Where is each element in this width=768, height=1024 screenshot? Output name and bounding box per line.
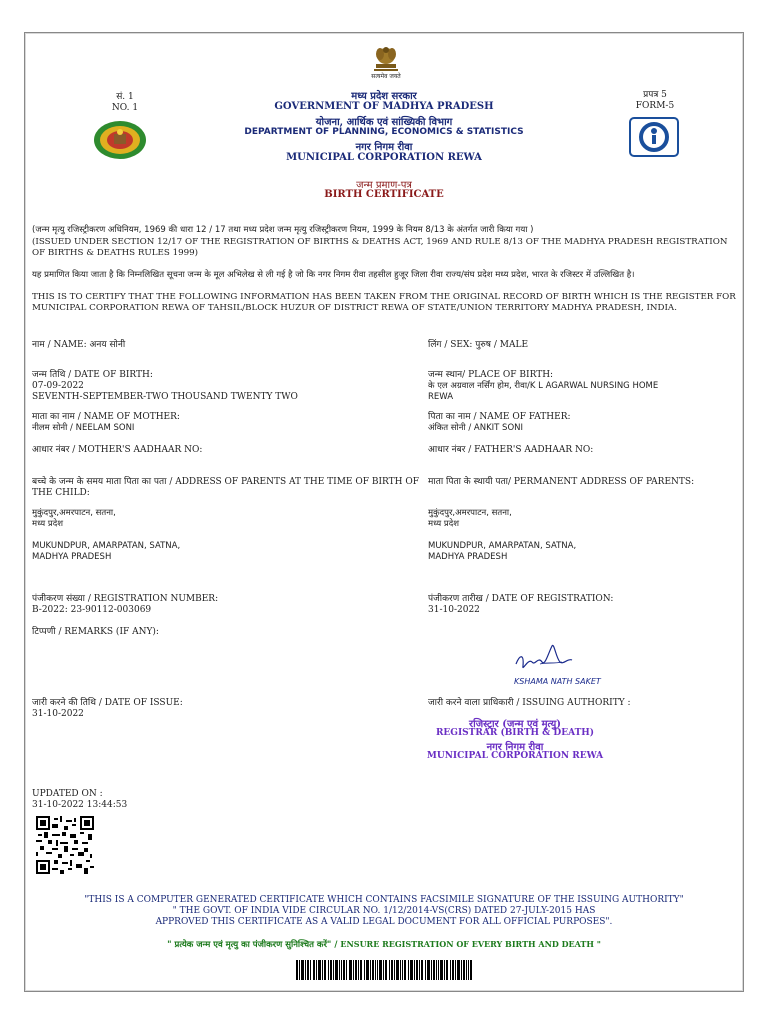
qr-code-icon	[36, 816, 94, 874]
corp-title-hi: नगर निगम रीवा	[355, 142, 413, 153]
crs-logo-icon	[629, 117, 679, 157]
form-number-hi: प्रपत्र 5	[643, 90, 667, 100]
updated-on-label: UPDATED ON :	[32, 789, 103, 799]
father-aadhaar-label: आधार नंबर / FATHER'S AADHAAR NO:	[428, 445, 594, 455]
address-at-birth-label: बच्चे के जन्म के समय माता पिता का पता / ADDRESS OF PARENTS AT THE TIME OF BIRTH OF THE CHILD:	[32, 477, 419, 498]
mp-govt-logo-icon	[93, 120, 147, 160]
pob-value-2: REWA	[428, 392, 454, 402]
dept-title-en: DEPARTMENT OF PLANNING, ECONOMICS & STATISTICS	[244, 127, 524, 137]
certificate-title-en: BIRTH CERTIFICATE	[324, 189, 444, 200]
updated-on-value: 31-10-2022 13:44:53	[32, 800, 128, 810]
registration-number-label: पंजीकरण संख्या / REGISTRATION NUMBER:	[32, 594, 219, 604]
permanent-address-hi-1: मुकुंदपुर,अमरपाटन, सतना,	[428, 508, 512, 518]
permanent-address-en-2: MADHYA PRADESH	[428, 552, 508, 562]
govt-title-hi: मध्य प्रदेश सरकार	[351, 91, 417, 102]
footer-line-3: APPROVED THIS CERTIFICATE AS A VALID LEGAL DOCUMENT FOR ALL OFFICIAL PURPOSES".	[155, 917, 613, 927]
registrar-title-en: REGISTRAR (BIRTH & DEATH)	[435, 728, 595, 738]
barcode-icon	[296, 960, 472, 980]
footer-line-2: " THE GOVT. OF INDIA VIDE CIRCULAR NO. 1/12/2014-VS(CRS) DATED 27-JULY-2015 HAS	[172, 906, 596, 916]
dob-label: जन्म तिथि / DATE OF BIRTH:	[32, 370, 153, 380]
preamble-certify-hi: यह प्रमाणित किया जाता है कि निम्नलिखित सूचना जन्म के मूल अभिलेख से ली गई है जो कि नगर निगम रीवा तहसील हुजूर जिला रीवा राज्य/संघ प्रदेश मध्य प्रदेश, भारत के रजिस्टर में उल्लिखित है।	[32, 270, 635, 280]
pob-label: जन्म स्थान/ PLACE OF BIRTH:	[428, 370, 554, 380]
address-at-birth-en-2: MADHYA PRADESH	[32, 552, 112, 562]
sex-label: लिंग / SEX:	[428, 340, 476, 350]
emblem-motto: सत्यमेव जयते	[371, 73, 401, 80]
dept-title-hi: योजना, आर्थिक एवं सांख्यिकी विभाग	[315, 117, 453, 128]
address-at-birth-hi-1: मुकुंदपुर,अमरपाटन, सतना,	[32, 508, 116, 518]
registrar-title-hi: रजिस्ट्रार (जन्म एवं मृत्यु)	[469, 719, 561, 730]
sex-row	[428, 340, 728, 351]
footer-slogan-en: ENSURE REGISTRATION OF EVERY BIRTH AND DEATH "	[340, 939, 601, 949]
mother-label: माता का नाम / NAME OF MOTHER:	[32, 412, 180, 422]
permanent-address-hi-2: मध्य प्रदेश	[428, 519, 460, 529]
registrar-corp-en: MUNICIPAL CORPORATION REWA	[426, 751, 604, 761]
issue-date-label: जारी करने की तिथि / DATE OF ISSUE:	[32, 698, 183, 708]
registrar-corp-hi: नगर निगम रीवा	[486, 742, 544, 753]
form-number-en: FORM-5	[635, 101, 675, 111]
footer-slogan-hi: " प्रत्येक जन्म एवं मृत्यु का पंजीकरण सुनिश्चित करें" /	[167, 940, 338, 950]
registration-number-value: B-2022: 23-90112-003069	[32, 605, 152, 615]
registration-date-label: पंजीकरण तारीख / DATE OF REGISTRATION:	[428, 594, 614, 604]
national-emblem-icon	[370, 42, 402, 74]
father-value: अंकित सोनी / ANKIT SONI	[428, 423, 524, 433]
footer-line-1: "THIS IS A COMPUTER GENERATED CERTIFICATE WHICH CONTAINS FACSIMILE SIGNATURE OF THE ISSUING AUTHORITY"	[84, 895, 684, 905]
serial-number-hi: सं. 1	[116, 92, 134, 102]
name-label: नाम / NAME:	[32, 340, 90, 350]
certificate-title-hi: जन्म प्रमाण-पत्र	[356, 180, 412, 191]
preamble-issued-hi: (जन्म मृत्यु रजिस्ट्रीकरण अधिनियम, 1969 की धारा 12 / 17 तथा मध्य प्रदेश जन्म मृत्यु रजिस्ट्रीकरण नियम, 1999 के नियम 8/13 के अंतर्गत जारी किया गया )	[32, 225, 534, 235]
permanent-address-en-1: MUKUNDPUR, AMARPATAN, SATNA,	[428, 541, 577, 551]
dob-words: SEVENTH-SEPTEMBER-TWO THOUSAND TWENTY TWO	[32, 392, 298, 402]
father-label: पिता का नाम / NAME OF FATHER:	[428, 412, 571, 422]
preamble-issued-en: (ISSUED UNDER SECTION 12/17 OF THE REGISTRATION OF BIRTHS & DEATHS ACT, 1969 AND RULE 8/13 OF THE MADHYA PRADESH REGISTRATION OF BIRTHS & DEATHS RULES 1999)	[32, 237, 728, 258]
permanent-address-label: माता पिता के स्थायी पता/ PERMANENT ADDRESS OF PARENTS:	[428, 477, 695, 487]
sex-value: पुरुष / MALE	[475, 340, 529, 350]
svg-text:KSHAMA NATH SAKET: KSHAMA NATH SAKET	[514, 677, 601, 686]
footer-slogan	[32, 939, 736, 950]
dob-value: 07-09-2022	[32, 381, 84, 391]
issue-date-value: 31-10-2022	[32, 709, 84, 719]
signature-icon	[510, 640, 601, 688]
corp-title-en: MUNICIPAL CORPORATION REWA	[286, 152, 482, 163]
remarks-label: टिप्पणी / REMARKS (IF ANY):	[32, 627, 159, 637]
mother-aadhaar-label: आधार नंबर / MOTHER'S AADHAAR NO:	[32, 445, 203, 455]
address-at-birth-en-1: MUKUNDPUR, AMARPATAN, SATNA,	[32, 541, 181, 551]
mother-value: नीलम सोनी / NEELAM SONI	[32, 423, 135, 433]
preamble-certify-en: THIS IS TO CERTIFY THAT THE FOLLOWING INFORMATION HAS BEEN TAKEN FROM THE ORIGINAL RECORD OF BIRTH WHICH IS THE REGISTER FOR MUNICIPAL CORPORATION REWA OF TAHSIL/BLOCK HUZUR OF DISTRICT REWA OF STATE/UNION TERRITORY MADHYA PRADESH, INDIA.	[32, 292, 736, 313]
name-value: अनय सोनी	[89, 340, 126, 350]
address-at-birth-hi-2: मध्य प्रदेश	[32, 519, 64, 529]
govt-title-en: GOVERNMENT OF MADHYA PRADESH	[274, 101, 494, 112]
name-row	[32, 340, 392, 351]
pob-value-1: के एल अग्रवाल नर्सिंग होम, रीवा/K L AGARWAL NURSING HOME	[428, 381, 659, 391]
issuing-authority-label: जारी करने वाला प्राधिकारी / ISSUING AUTHORITY :	[428, 698, 631, 708]
registration-date-value: 31-10-2022	[428, 605, 480, 615]
serial-number-en: NO. 1	[111, 103, 139, 113]
